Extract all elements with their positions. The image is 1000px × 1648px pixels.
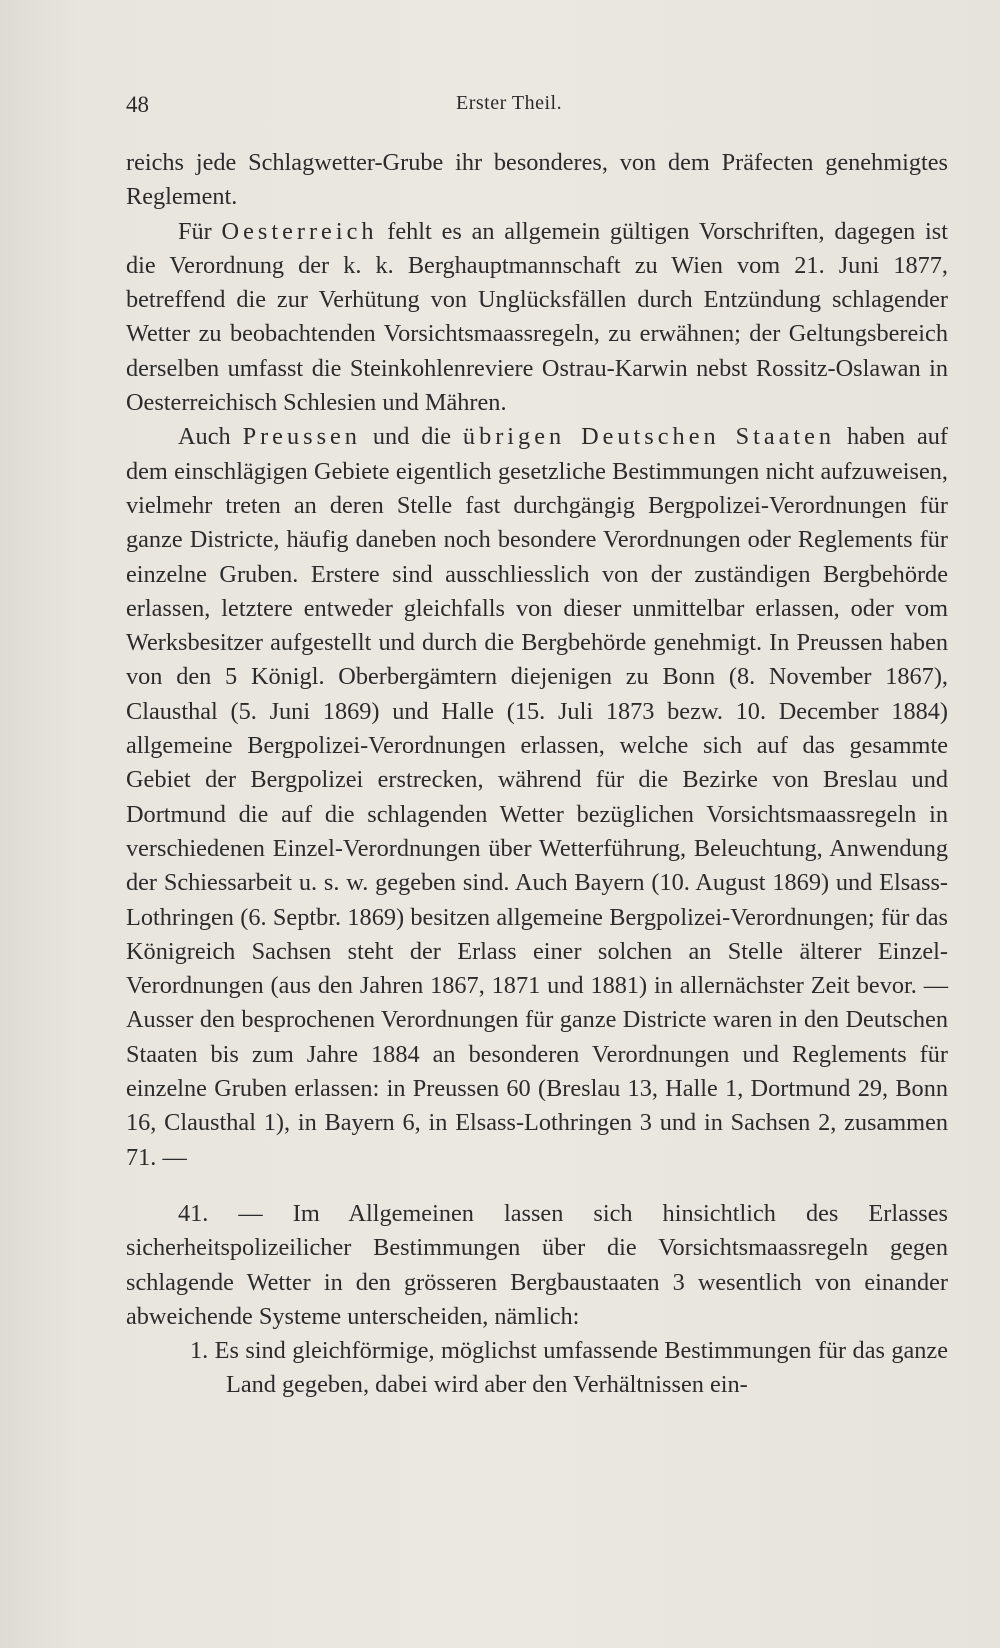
spaced-emphasis: Oesterreich xyxy=(221,217,378,245)
text-run: Für xyxy=(178,217,222,245)
body-text xyxy=(126,146,948,1403)
paragraph-section-41: 41. — Im Allgemeinen lassen sich hinsichtlich des Erlasses sicherheitspolizeilicher Bestimmungen über die Vorsichtsmaassregeln gegen schlagende Wetter in den grösseren Bergbaustaaten 3 wesentlich von einander abweichende Systeme unterscheiden, nämlich: xyxy=(126,1199,948,1330)
spaced-emphasis: übrigen Deutschen Staaten xyxy=(462,423,836,451)
spaced-emphasis: Preussen xyxy=(242,423,361,451)
page-header xyxy=(126,92,948,132)
text-run: Auch xyxy=(178,423,243,451)
text-run: fehlt es an allgemein gültigen Vorschriften, dagegen ist die Verordnung der k. k. Berghauptmannschaft zu Wien vom 21. Juni 1877, betreffend die zur Verhütung von Unglücksfällen durch Entzündung schlagender Wetter zu beobachtenden Vorsichtsmaassregeln, zu erwähnen; der Geltungsbereich derselben umfasst die Steinkohlenreviere Ostrau-Karwin nebst Rossitz-Oslawan in Oesterreichisch Schlesien und Mähren. xyxy=(126,217,948,417)
list-item-1: 1. Es sind gleichförmige, möglichst umfassende Bestimmungen für das ganze Land gegeben, dabei wird aber den Verhältnissen ein- xyxy=(190,1337,948,1399)
paragraph-oesterreich xyxy=(126,215,948,421)
paragraph-continuation: reichs jede Schlagwetter-Grube ihr besonderes, von dem Präfecten genehmigtes Reglement. xyxy=(126,149,948,211)
text-run: und die xyxy=(360,423,463,451)
text-run: haben auf dem einschlägigen Gebiete eigentlich gesetzliche Bestimmungen nicht aufzuweisen, vielmehr treten an deren Stelle fast durchgängig Bergpolizei-Verordnungen für ganze Districte, häufig daneben noch besondere Verordnungen oder Reglements für einzelne Gruben. Erstere sind ausschliesslich von der zuständigen Bergbehörde erlassen, letztere entweder gleichfalls von dieser unmittelbar erlassen, oder vom Werksbesitzer aufgestellt und durch die Bergbehörde genehmigt. In Preussen haben von den 5 Königl. Oberbergämtern diejenigen zu Bonn (8. November 1867), Clausthal (5. Juni 1869) und Halle (15. Juli 1873 bezw. 10. December 1884) allgemeine Bergpolizei-Verordnungen erlassen, welche sich auf das gesammte Gebiet der Bergpolizei erstrecken, während für die Bezirke von Breslau und Dortmund die auf die schlagenden Wetter bezüglichen Vorsichtsmaassregeln in verschiedenen Einzel-Verordnungen über Wetterführung, Beleuchtung, Anwendung der Schiessarbeit u. s. w. gegeben sind. Auch Bayern (10. August 1869) und Elsass-Lothringen (6. Septbr. 1869) besitzen allgemeine Bergpolizei-Verordnungen; für das Königreich Sachsen steht der Erlass einer solchen an Stelle älterer Einzel-Verordnungen (aus den Jahren 1867, 1871 und 1881) in allernächster Zeit bevor. — Ausser den besprochenen Verordnungen für ganze Districte waren in den Deutschen Staaten bis zum Jahre 1884 an besonderen Verordnungen und Reglements für einzelne Gruben erlassen: in Preussen 60 (Breslau 13, Halle 1, Dortmund 29, Bonn 16, Clausthal 1), in Bayern 6, in Elsass-Lothringen 3 und in Sachsen 2, zusammen 71. — xyxy=(126,423,949,1171)
page-number: 48 xyxy=(126,92,149,117)
paragraph-preussen xyxy=(126,420,948,1175)
running-title: Erster Theil. xyxy=(456,92,563,114)
